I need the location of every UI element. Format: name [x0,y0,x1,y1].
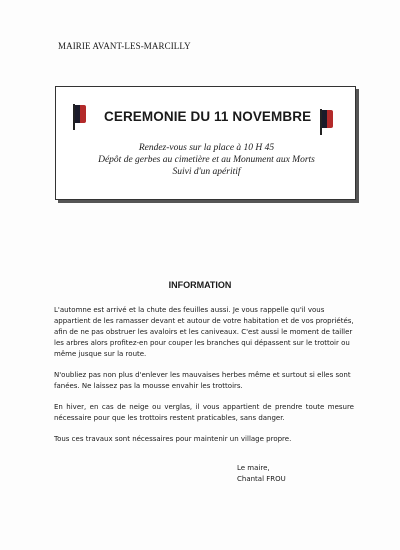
ceremony-line-meeting: Rendez-vous sur la place à 10 H 45 [138,143,275,153]
ceremony-line-aperitif: Suivi d'un apéritif [172,167,241,177]
ceremony-line-wreath: Dépôt de gerbes au cimetière et au Monument aux Morts [98,155,315,165]
signature-role: Le maire, [237,464,270,472]
flag-red-stripe [327,110,333,128]
flag-blue-stripe [322,110,327,128]
paragraph-autumn-leaves: L'automne est arrivé et la chute des feuilles aussi. Je vous rappelle qu'il vous appartient de les ramasser devant et autour de votre habitation et de vos propriétés, afin de ne pas obstruer les avaloirs et les caniveaux. C'est aussi le moment de tailler les arbres alors profitez-en pour couper les branches qui dépassent sur le trottoir ou même jusque sur la route. [54,306,354,358]
signature-block [237,463,286,485]
french-flag-icon [73,104,85,130]
mairie-header: MAIRIE AVANT-LES-MARCILLY [58,41,191,51]
paragraph-winter: En hiver, en cas de neige ou verglas, il vous appartient de prendre toute mesure nécessaire pour que les trottoirs restent praticables, sans danger. [54,403,354,422]
ceremony-details [66,142,347,178]
french-flag-icon [320,109,332,135]
ceremony-box [55,86,356,200]
flag-blue-stripe [75,105,80,123]
flag-red-stripe [80,105,86,123]
paragraph-clean-village: Tous ces travaux sont nécessaires pour maintenir un village propre. [54,435,292,443]
signature-name: Chantal FROU [237,475,286,483]
information-title: INFORMATION [168,280,232,290]
paragraph-weeds: N'oubliez pas non plus d'enlever les mauvaises herbes même et surtout si elles sont fanées. Ne laissez pas la mousse envahir les trottoirs. [54,371,351,390]
ceremony-title: CEREMONIE DU 11 NOVEMBRE [104,109,312,124]
